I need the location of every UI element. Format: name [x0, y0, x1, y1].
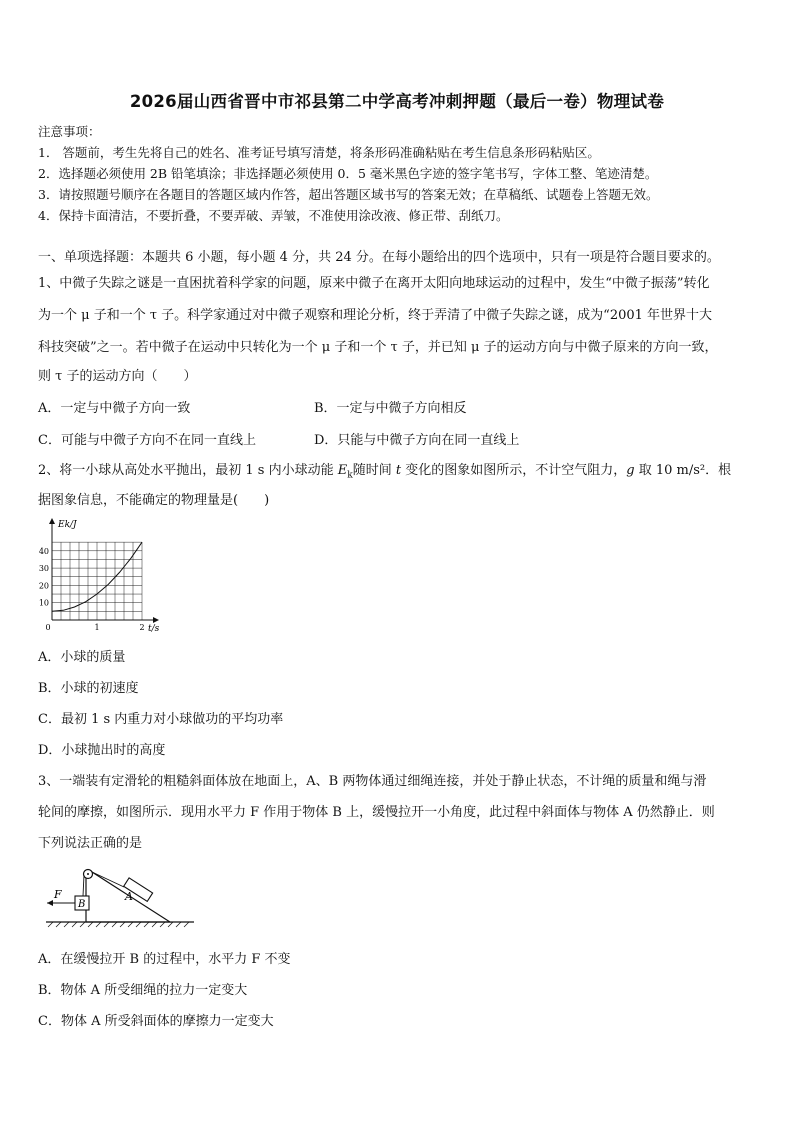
- q3-line-1: 3、一端装有定滑轮的粗糙斜面体放在地面上，A、B 两物体通过细绳连接，并处于静止状态，不计绳的质量和绳与滑: [38, 774, 707, 789]
- q2-ek: E: [337, 463, 348, 478]
- page-title: 2026届山西省晋中市祁县第二中学高考冲刺押题（最后一卷）物理试卷: [129, 92, 665, 111]
- q1-option-a[interactable]: A．一定与中微子方向一致: [38, 401, 191, 416]
- q2-option-c[interactable]: C．最初 1 s 内重力对小球做功的平均功率: [38, 712, 284, 727]
- q3-line-2: 轮间的摩擦，如图所示．现用水平力 F 作用于物体 B 上，缓慢拉开一小角度，此过程中斜面体与物体 A 仍然静止．则: [38, 805, 715, 820]
- q1-option-c[interactable]: C．可能与中微子方向不在同一直线上: [38, 433, 256, 448]
- q3-option-c[interactable]: C．物体 A 所受斜面体的摩擦力一定变大: [38, 1014, 274, 1029]
- q2-text-d: 取 10 m/s²．根: [634, 463, 732, 478]
- label-a: A: [125, 890, 133, 903]
- notice-item-3: 3．请按照题号顺序在各题目的答题区域内作答，超出答题区域书写的答案无效；在草稿纸、试题卷上答题无效。: [38, 187, 659, 202]
- x-axis-label: t/s: [148, 624, 160, 634]
- y-axis-label: Ek/J: [58, 520, 77, 530]
- q1-option-d[interactable]: D．只能与中微子方向在同一直线上: [314, 433, 520, 448]
- q1-line-2: 为一个 μ 子和一个 τ 子。科学家通过对中微子观察和理论分析，终于弄清了中微子失踪之谜，成为“2001 年世界十大: [38, 308, 713, 323]
- chart-grid: [52, 542, 142, 620]
- incline-pulley-figure: [38, 860, 198, 932]
- q2-option-b[interactable]: B．小球的初速度: [38, 681, 139, 696]
- q1-line-4: 则 τ 子的运动方向（ ）: [38, 369, 197, 384]
- label-b: B: [78, 899, 86, 910]
- x-tick-label: 0: [45, 623, 51, 632]
- label-f: F: [54, 888, 62, 901]
- q2-text-a: 2、将一小球从高处水平抛出，最初 1 s 内小球动能: [38, 463, 338, 478]
- x-tick-label: 2: [139, 623, 145, 632]
- y-tick-label: 40: [38, 546, 49, 556]
- ek-time-graph: [36, 516, 166, 638]
- ground-hatch: [48, 922, 189, 927]
- q1-line-1: 1、中微子失踪之谜是一直困扰着科学家的问题，原来中微子在离开太阳向地球运动的过程中，发生“中微子振荡”转化: [38, 276, 710, 291]
- q2-ek-sub: k: [347, 470, 353, 481]
- notice-item-2: 2．选择题必须使用 2B 铅笔填涂；非选择题必须使用 0．5 毫米黑色字迹的签字笔书写，字体工整、笔迹清楚。: [38, 166, 658, 181]
- x-tick-label: 1: [94, 623, 100, 632]
- q2-text-b: 随时间: [352, 463, 396, 478]
- q2-line-2: 据图象信息，不能确定的物理量是( ): [38, 493, 270, 508]
- notice-heading: 注意事项：: [38, 124, 101, 139]
- q2-option-d[interactable]: D．小球抛出时的高度: [38, 743, 166, 758]
- q2-line-1: [38, 459, 731, 481]
- notice-item-4: 4．保持卡面清洁，不要折叠，不要弄破、弄皱，不准使用涂改液、修正带、刮纸刀。: [38, 208, 509, 223]
- y-tick-label: 20: [38, 581, 49, 591]
- pulley-axle: [87, 873, 89, 875]
- q2-g: g: [626, 463, 635, 478]
- string-to-a: [92, 872, 124, 887]
- force-arrowhead: [47, 900, 53, 906]
- q3-option-a[interactable]: A．在缓慢拉开 B 的过程中，水平力 F 不变: [38, 952, 291, 967]
- q3-option-b[interactable]: B．物体 A 所受细绳的拉力一定变大: [38, 983, 248, 998]
- q2-option-a[interactable]: A．小球的质量: [38, 650, 126, 665]
- string-to-b: [83, 875, 84, 896]
- notice-item-1: 1． 答题前，考生先将自己的姓名、准考证号填写清楚，将条形码准确粘贴在考生信息条形码粘贴区。: [38, 145, 600, 160]
- y-tick-label: 10: [38, 598, 49, 608]
- q2-t: t: [395, 463, 402, 478]
- q3-line-3: 下列说法正确的是: [38, 836, 143, 851]
- y-tick-label: 30: [38, 564, 49, 574]
- section-heading: 一、单项选择题：本题共 6 小题，每小题 4 分，共 24 分。在每小题给出的四个选项中，只有一项是符合题目要求的。: [38, 250, 720, 265]
- q2-text-c: 变化的图象如图所示，不计空气阻力，: [401, 463, 627, 478]
- q1-line-3: 科技突破”之一。若中微子在运动中只转化为一个 μ 子和一个 τ 子，并已知 μ 子的运动方向与中微子原来的方向一致，: [38, 340, 718, 355]
- q1-option-b[interactable]: B．一定与中微子方向相反: [314, 401, 467, 416]
